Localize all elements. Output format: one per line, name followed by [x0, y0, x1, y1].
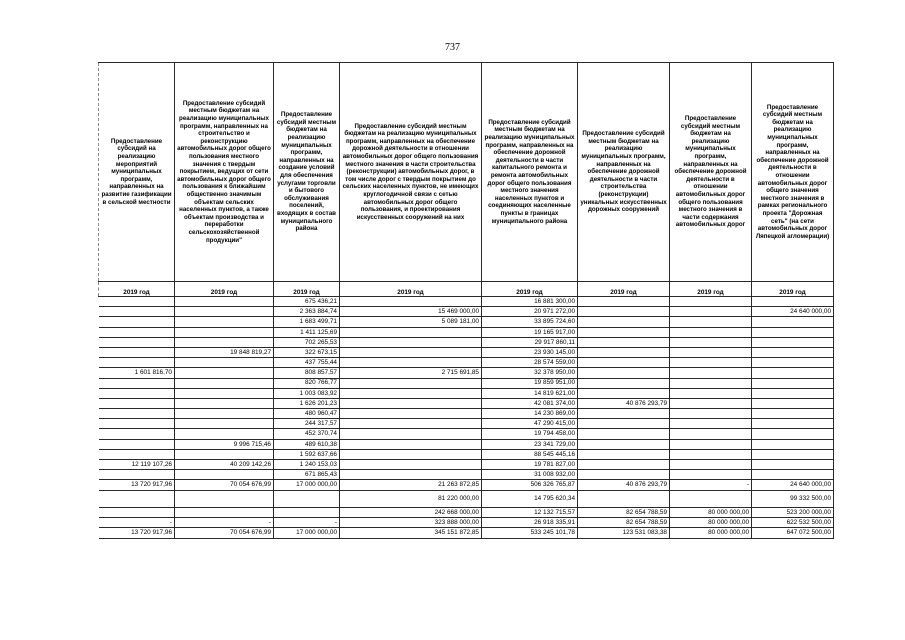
column-header: Предоставление субсидий местным бюджетам на реализацию муниципальных программ, направленных на строительство и реконструкцию автомобильных дорог общего пользования местного значения с твердым покрытием, ведущих от сети автомобильных дорог общего пользования к ближайшим общественно значимым объектам сельских населенных пунктов, а также объектам производства и переработки сельскохозяйственной продукции"	[175, 63, 274, 282]
value-cell: 23 930 145,00	[482, 347, 578, 357]
table-row	[99, 358, 834, 368]
column-header: Предоставление субсидий местным бюджетам на реализацию муниципальных программ, направленных на обеспечение дорожной деятельности в части капитального ремонта и ремонта автомобильных дорог общего пользования местного значения населенных пунктов и соединяющих населенные пункты в границах муниципального района	[482, 63, 578, 282]
value-cell: 33 895 724,60	[482, 317, 578, 327]
value-cell: 80 000 000,00	[670, 507, 752, 517]
value-cell	[99, 409, 175, 419]
value-cell: 1 601 816,70	[99, 368, 175, 378]
value-cell: 40 876 293,79	[578, 480, 670, 490]
value-cell	[752, 439, 834, 449]
value-cell: 1 411 125,69	[274, 327, 340, 337]
value-cell: 26 918 335,91	[482, 517, 578, 527]
value-cell	[175, 429, 274, 439]
value-cell	[578, 439, 670, 449]
value-cell: 17 000 000,00	[274, 527, 340, 538]
value-cell: -	[274, 517, 340, 527]
value-cell: 21 263 872,85	[340, 480, 482, 490]
year-cell: 2019 год	[340, 282, 482, 297]
value-cell: 88 545 445,16	[482, 449, 578, 459]
value-cell	[99, 317, 175, 327]
value-cell	[175, 368, 274, 378]
value-cell	[175, 378, 274, 388]
value-cell	[670, 327, 752, 337]
table-row	[99, 470, 834, 480]
value-cell: 32 378 950,00	[482, 368, 578, 378]
value-cell: 671 865,43	[274, 470, 340, 480]
table-row	[99, 337, 834, 347]
value-cell	[99, 470, 175, 480]
value-cell	[99, 507, 175, 517]
column-header-row	[99, 63, 834, 282]
value-cell: 80 000 000,00	[670, 527, 752, 538]
value-cell	[99, 337, 175, 347]
value-cell: 19 794 458,00	[482, 429, 578, 439]
table-row	[99, 449, 834, 459]
column-header: Предоставление субсидий местным бюджетам на реализацию муниципальных программ, направленных на обеспечение дорожной деятельности в части строительства (реконструкции) уникальных искусственных дорожных сооружений	[578, 63, 670, 282]
page-number: 737	[445, 42, 460, 53]
value-cell	[752, 347, 834, 357]
year-row	[99, 282, 834, 297]
value-cell	[578, 368, 670, 378]
value-cell: 19 781 827,00	[482, 460, 578, 470]
value-cell	[340, 388, 482, 398]
value-cell	[274, 507, 340, 517]
value-cell	[340, 297, 482, 307]
value-cell	[175, 307, 274, 317]
value-cell: 29 917 860,11	[482, 337, 578, 347]
value-cell	[670, 449, 752, 459]
table-row	[99, 460, 834, 470]
value-cell: 20 971 272,00	[482, 307, 578, 317]
value-cell	[578, 460, 670, 470]
value-cell	[578, 297, 670, 307]
value-cell	[670, 337, 752, 347]
value-cell: 675 436,21	[274, 297, 340, 307]
year-cell: 2019 год	[752, 282, 834, 297]
value-cell	[340, 327, 482, 337]
value-cell	[670, 347, 752, 357]
value-cell	[670, 297, 752, 307]
value-cell: 244 317,57	[274, 419, 340, 429]
value-cell	[99, 358, 175, 368]
value-cell	[670, 388, 752, 398]
value-cell	[578, 470, 670, 480]
value-cell	[752, 419, 834, 429]
value-cell	[752, 327, 834, 337]
total-row	[99, 480, 834, 490]
value-cell	[752, 378, 834, 388]
value-cell	[578, 490, 670, 507]
value-cell	[752, 358, 834, 368]
table-row	[99, 429, 834, 439]
value-cell	[752, 337, 834, 347]
value-cell: 2 715 691,85	[340, 368, 482, 378]
column-header: Предоставление субсидий местным бюджетам на реализацию муниципальных программ, направленных на создание условий для обеспечения услугами торговли и бытового обслуживания поселений, входящих в состав муниципального района	[274, 63, 340, 282]
value-cell: 16 881 300,00	[482, 297, 578, 307]
value-cell: 31 008 932,00	[482, 470, 578, 480]
table-row	[99, 378, 834, 388]
value-cell	[670, 307, 752, 317]
value-cell	[670, 470, 752, 480]
value-cell	[99, 347, 175, 357]
value-cell: 40 209 142,26	[175, 460, 274, 470]
value-cell	[578, 378, 670, 388]
value-cell	[175, 398, 274, 408]
value-cell: 820 766,77	[274, 378, 340, 388]
value-cell	[670, 419, 752, 429]
value-cell	[99, 439, 175, 449]
value-cell	[99, 327, 175, 337]
value-cell	[175, 297, 274, 307]
value-cell: 323 888 000,00	[340, 517, 482, 527]
column-header: Предоставление субсидий местным бюджетам на реализацию муниципальных программ, направленных на обеспечение дорожной деятельности в отношении автомобильных дорог общего пользования местного значения в части строительства (реконструкции) автомобильных дорог, в том числе дорог с твердым покрытием до сельских населенных пунктов, не имеющих круглогодичной связи с сетью автомобильных дорог общего пользования, и проектирования искусственных сооружений на них	[340, 63, 482, 282]
value-cell	[752, 368, 834, 378]
value-cell: 70 054 676,99	[175, 480, 274, 490]
value-cell	[578, 307, 670, 317]
value-cell	[752, 449, 834, 459]
value-cell: 5 089 181,00	[340, 317, 482, 327]
table-row	[99, 439, 834, 449]
value-cell: 24 640 000,00	[752, 307, 834, 317]
value-cell: 82 654 788,59	[578, 517, 670, 527]
value-cell	[752, 460, 834, 470]
value-cell: 28 574 559,00	[482, 358, 578, 368]
value-cell: 1 592 637,66	[274, 449, 340, 459]
value-cell	[175, 470, 274, 480]
value-cell	[340, 398, 482, 408]
subsidy-table	[98, 62, 834, 539]
value-cell	[670, 368, 752, 378]
value-cell	[578, 327, 670, 337]
value-cell	[578, 429, 670, 439]
value-cell: -	[99, 517, 175, 527]
value-cell: 17 000 000,00	[274, 480, 340, 490]
value-cell: 622 532 500,00	[752, 517, 834, 527]
value-cell: 702 265,53	[274, 337, 340, 347]
value-cell	[340, 439, 482, 449]
column-header: Предоставление субсидий местным бюджетам на реализацию муниципальных программ, направленных на обеспечение дорожной деятельности в отношении автомобильных дорог общего пользования местного значения в части содержания автомобильных дорог	[670, 63, 752, 282]
value-cell	[175, 317, 274, 327]
value-cell	[340, 409, 482, 419]
value-cell	[175, 337, 274, 347]
table-row	[99, 398, 834, 408]
column-header: Предоставление субсидий местным бюджетам на реализацию муниципальных программ, направленных на обеспечение дорожной деятельности в отношении автомобильных дорог общего значения местного значения в рамках регионального проекта "Дорожная сеть" (на сети автомобильных дорог Ляпецкой агломерации)	[752, 63, 834, 282]
value-cell	[578, 347, 670, 357]
year-cell: 2019 год	[175, 282, 274, 297]
value-cell: 15 469 000,00	[340, 307, 482, 317]
value-cell	[670, 460, 752, 470]
value-cell: 82 654 788,59	[578, 507, 670, 517]
column-header: Предоставление субсидий на реализацию мероприятий муниципальных программ, направленных на развитие газификации в сельской местности	[99, 63, 175, 282]
value-cell: 19 859 951,00	[482, 378, 578, 388]
value-cell: -	[670, 480, 752, 490]
value-cell	[670, 358, 752, 368]
year-cell: 2019 год	[482, 282, 578, 297]
value-cell: 19 165 917,00	[482, 327, 578, 337]
value-cell: 489 610,38	[274, 439, 340, 449]
value-cell	[99, 490, 175, 507]
value-cell	[175, 327, 274, 337]
table-row	[99, 388, 834, 398]
table-row	[99, 317, 834, 327]
value-cell	[670, 378, 752, 388]
value-cell: -	[175, 517, 274, 527]
value-cell	[670, 439, 752, 449]
value-cell	[670, 490, 752, 507]
value-cell: 14 819 621,00	[482, 388, 578, 398]
year-cell: 2019 год	[274, 282, 340, 297]
value-cell	[175, 507, 274, 517]
value-cell: 1 683 499,71	[274, 317, 340, 327]
value-cell: 808 857,57	[274, 368, 340, 378]
value-cell	[175, 419, 274, 429]
value-cell: 19 848 819,27	[175, 347, 274, 357]
value-cell	[578, 358, 670, 368]
table-row	[99, 419, 834, 429]
value-cell: 242 668 000,00	[340, 507, 482, 517]
value-cell	[175, 409, 274, 419]
table-row	[99, 507, 834, 517]
value-cell	[340, 470, 482, 480]
value-cell	[752, 470, 834, 480]
value-cell	[752, 317, 834, 327]
value-cell	[670, 429, 752, 439]
value-cell	[175, 388, 274, 398]
year-cell: 2019 год	[578, 282, 670, 297]
value-cell	[340, 429, 482, 439]
value-cell	[670, 398, 752, 408]
total-row	[99, 527, 834, 538]
table-row	[99, 517, 834, 527]
value-cell: 506 326 765,87	[482, 480, 578, 490]
value-cell	[99, 398, 175, 408]
value-cell	[99, 297, 175, 307]
value-cell: 24 640 000,00	[752, 480, 834, 490]
value-cell	[578, 388, 670, 398]
value-cell: 70 054 676,99	[175, 527, 274, 538]
value-cell	[99, 388, 175, 398]
value-cell: 13 720 917,96	[99, 480, 175, 490]
value-cell	[340, 449, 482, 459]
value-cell: 14 230 869,00	[482, 409, 578, 419]
value-cell	[99, 307, 175, 317]
value-cell: 99 332 500,00	[752, 490, 834, 507]
value-cell: 80 000 000,00	[670, 517, 752, 527]
value-cell: 533 245 101,78	[482, 527, 578, 538]
table-row	[99, 409, 834, 419]
value-cell: 81 220 000,00	[340, 490, 482, 507]
value-cell: 23 341 729,00	[482, 439, 578, 449]
value-cell	[99, 449, 175, 459]
value-cell: 2 363 884,74	[274, 307, 340, 317]
value-cell	[578, 317, 670, 327]
value-cell: 1 003 083,92	[274, 388, 340, 398]
table-row	[99, 307, 834, 317]
value-cell: 1 626 201,23	[274, 398, 340, 408]
year-cell: 2019 год	[99, 282, 175, 297]
value-cell	[752, 388, 834, 398]
value-cell	[670, 317, 752, 327]
value-cell	[578, 449, 670, 459]
value-cell: 9 996 715,46	[175, 439, 274, 449]
table-row	[99, 327, 834, 337]
value-cell	[578, 337, 670, 347]
table-row	[99, 347, 834, 357]
value-cell	[340, 337, 482, 347]
value-cell: 480 960,47	[274, 409, 340, 419]
value-cell	[340, 358, 482, 368]
value-cell	[752, 398, 834, 408]
value-cell	[340, 460, 482, 470]
value-cell: 42 081 374,00	[482, 398, 578, 408]
year-cell: 2019 год	[670, 282, 752, 297]
value-cell: 123 531 083,38	[578, 527, 670, 538]
value-cell: 12 119 107,26	[99, 460, 175, 470]
value-cell: 12 132 715,57	[482, 507, 578, 517]
value-cell	[99, 378, 175, 388]
table-row	[99, 368, 834, 378]
value-cell: 13 720 917,96	[99, 527, 175, 538]
value-cell	[340, 419, 482, 429]
value-cell	[578, 409, 670, 419]
value-cell	[175, 358, 274, 368]
value-cell	[99, 429, 175, 439]
value-cell	[340, 378, 482, 388]
value-cell: 40 876 293,79	[578, 398, 670, 408]
table-row	[99, 490, 834, 507]
value-cell	[752, 409, 834, 419]
value-cell	[175, 490, 274, 507]
value-cell: 322 673,15	[274, 347, 340, 357]
value-cell: 452 370,74	[274, 429, 340, 439]
value-cell: 47 290 415,00	[482, 419, 578, 429]
value-cell: 523 200 000,00	[752, 507, 834, 517]
value-cell	[99, 419, 175, 429]
value-cell: 14 795 620,34	[482, 490, 578, 507]
value-cell: 1 240 153,03	[274, 460, 340, 470]
value-cell	[175, 449, 274, 459]
value-cell	[752, 297, 834, 307]
value-cell	[274, 490, 340, 507]
value-cell	[752, 429, 834, 439]
value-cell	[340, 347, 482, 357]
value-cell: 345 151 872,85	[340, 527, 482, 538]
value-cell	[670, 409, 752, 419]
table-row	[99, 297, 834, 307]
value-cell	[578, 419, 670, 429]
value-cell: 437 755,44	[274, 358, 340, 368]
value-cell: 647 072 500,00	[752, 527, 834, 538]
